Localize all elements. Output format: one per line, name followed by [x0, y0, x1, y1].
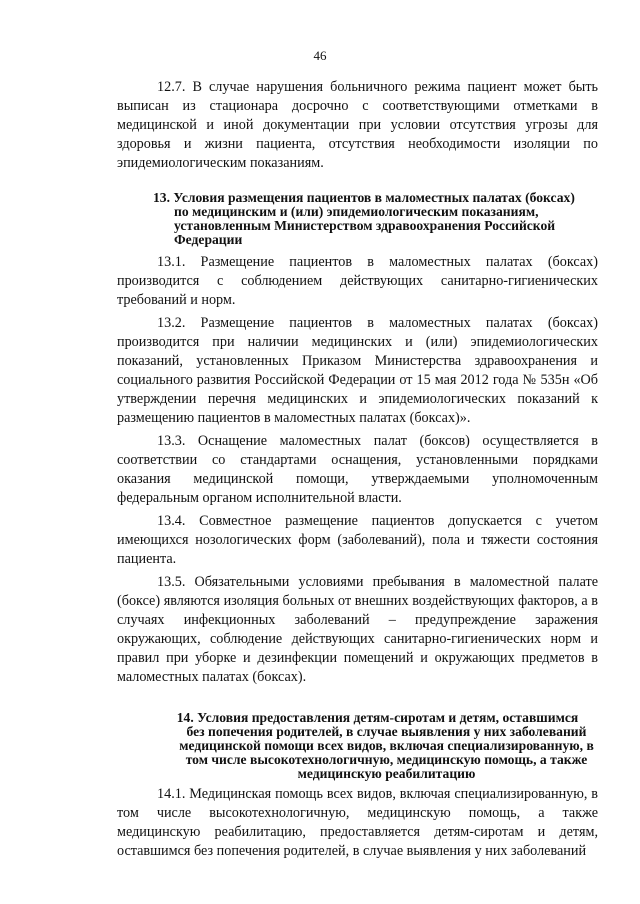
- section-14-heading-line1: 14. Условия предоставления детям-сиротам и детям, оставшимся: [176, 710, 579, 725]
- paragraph-12-7: 12.7. В случае нарушения больничного режима пациент может быть выписан из стационара досрочно с соответствующими отметками в медицинской и иной документации при условии отсутствия угрозы для здоровья и жизни пациента, отсутствия необходимости изоляции по эпидемиологическим показаниям.: [117, 79, 598, 171]
- section-14-heading-rest: без попечения родителей, в случае выявления у них заболеваний медицинской помощи всех видов, включая специализированную, в том числе высокотехнологичную, медицинскую помощь, а также медицинскую реабилитацию: [179, 724, 594, 781]
- document-body: [117, 78, 598, 861]
- paragraph-13-2: 13.2. Размещение пациентов в маломестных палатах (боксах) производится при наличии медицинских и (или) эпидемиологических показаний, установленных Приказом Министерства здравоохранения и социального развития Российской Федерации от 15 мая 2012 года № 535н «Об утверждении перечня медицинских и эпидемиологических показаний к размещению пациентов в маломестных палатах (боксах)».: [117, 315, 598, 426]
- section-13-heading: [117, 191, 598, 247]
- paragraph-13-3: 13.3. Оснащение маломестных палат (боксов) осуществляется в соответствии со стандартами оснащения, установленными порядками оказания медицинской помощи, утверждаемыми уполномоченным федеральным органом исполнительной власти.: [117, 433, 598, 506]
- paragraph-13-5: 13.5. Обязательными условиями пребывания в маломестной палате (боксе) являются изоляция больных от внешних воздействующих факторов, а в случаях инфекционных заболеваний – предупреждение заражения окружающих, соблюдение действующих санитарно-гигиенических норм и правил при уборке и дезинфекции помещений и окружающих предметов в маломестных палатах (боксах).: [117, 574, 598, 685]
- section-13-heading-line1: 13. Условия размещения пациентов в маломестных палатах (боксах): [153, 190, 575, 205]
- paragraph-13-1: 13.1. Размещение пациентов в маломестных палатах (боксах) производится с соблюдением действующих санитарно-гигиенических требований и норм.: [117, 254, 598, 308]
- section-14-heading: [117, 711, 598, 781]
- page-number: 46: [313, 48, 327, 63]
- section-13-heading-rest: по медицинским и (или) эпидемиологическим показаниям, установленным Министерством здравоохранения Российской Федерации: [174, 204, 556, 247]
- paragraph-14-1: 14.1. Медицинская помощь всех видов, включая специализированную, в том числе высокотехнологичную, медицинскую помощь, а также медицинскую реабилитацию, предоставляется детям-сиротам и детям, оставшимся без попечения родителей, в случае выявления у них заболеваний: [117, 786, 598, 859]
- paragraph-13-4: 13.4. Совместное размещение пациентов допускается с учетом имеющихся нозологических форм (заболеваний), пола и тяжести состояния пациента.: [117, 513, 598, 567]
